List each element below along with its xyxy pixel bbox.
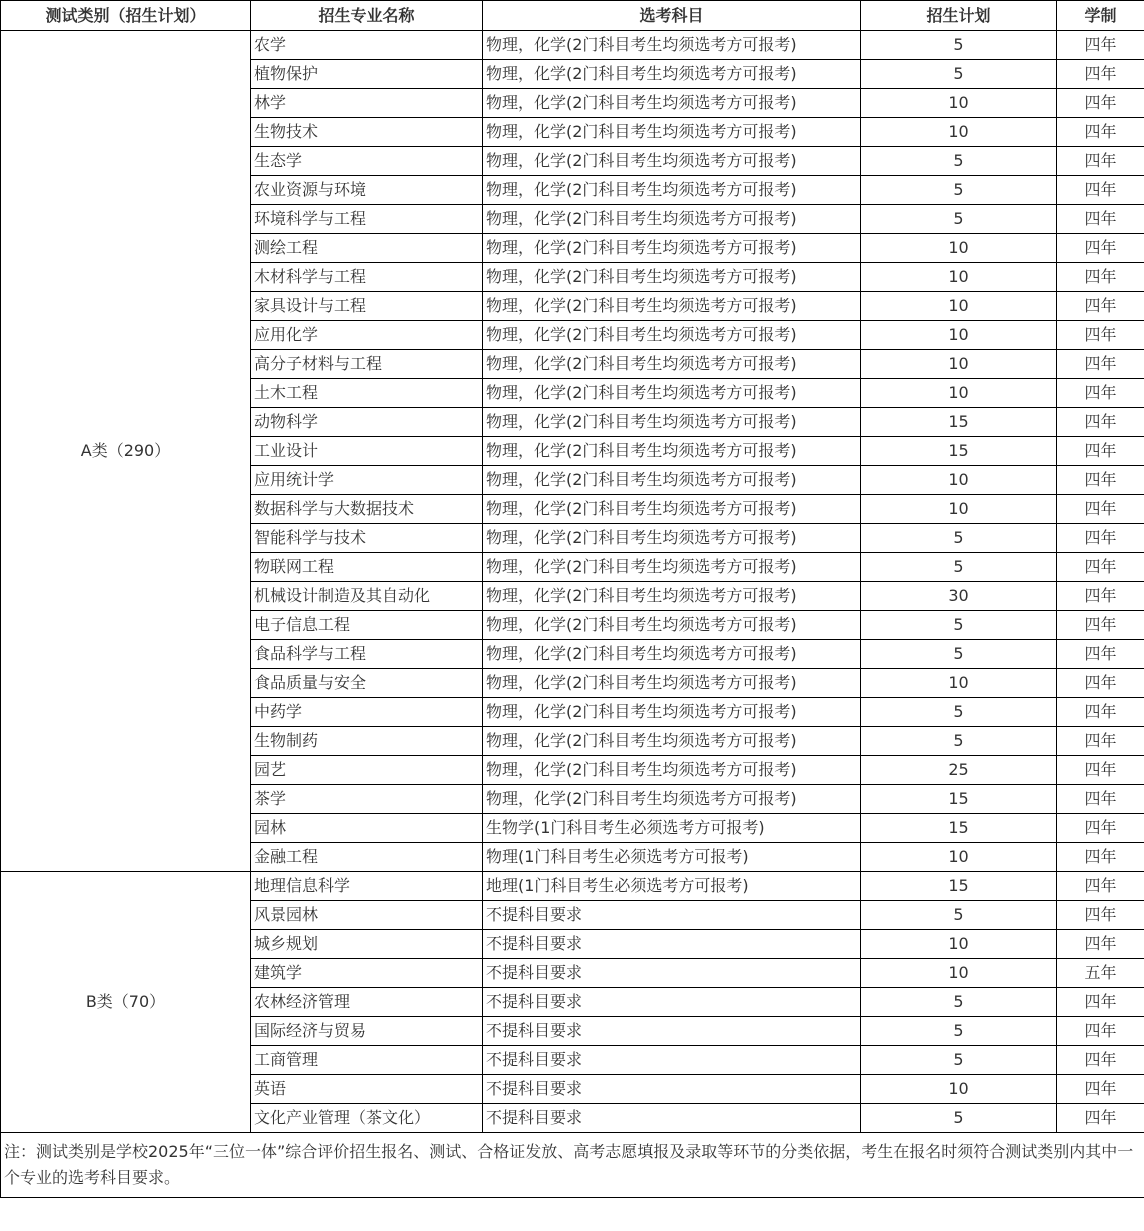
plan-cell: 5	[861, 524, 1057, 553]
duration-cell: 四年	[1057, 147, 1144, 176]
subjects-cell: 物理，化学(2门科目考生均须选考方可报考)	[483, 350, 861, 379]
major-cell: 电子信息工程	[251, 611, 483, 640]
subjects-cell: 物理，化学(2门科目考生均须选考方可报考)	[483, 292, 861, 321]
duration-cell: 四年	[1057, 988, 1144, 1017]
major-cell: 家具设计与工程	[251, 292, 483, 321]
major-cell: 物联网工程	[251, 553, 483, 582]
plan-cell: 5	[861, 640, 1057, 669]
major-cell: 土木工程	[251, 379, 483, 408]
plan-cell: 15	[861, 408, 1057, 437]
plan-cell: 5	[861, 901, 1057, 930]
major-cell: 生态学	[251, 147, 483, 176]
subjects-cell: 物理，化学(2门科目考生均须选考方可报考)	[483, 31, 861, 60]
plan-cell: 5	[861, 698, 1057, 727]
duration-cell: 四年	[1057, 640, 1144, 669]
plan-cell: 5	[861, 1046, 1057, 1075]
subjects-cell: 物理，化学(2门科目考生均须选考方可报考)	[483, 234, 861, 263]
plan-cell: 5	[861, 176, 1057, 205]
major-cell: 工业设计	[251, 437, 483, 466]
subjects-cell: 地理(1门科目考生必须选考方可报考)	[483, 872, 861, 901]
subjects-cell: 不提科目要求	[483, 930, 861, 959]
header-duration: 学制	[1057, 1, 1144, 31]
header-category: 测试类别（招生计划）	[1, 1, 251, 31]
major-cell: 英语	[251, 1075, 483, 1104]
plan-cell: 10	[861, 495, 1057, 524]
major-cell: 数据科学与大数据技术	[251, 495, 483, 524]
subjects-cell: 物理，化学(2门科目考生均须选考方可报考)	[483, 437, 861, 466]
plan-cell: 10	[861, 843, 1057, 872]
plan-cell: 10	[861, 669, 1057, 698]
subjects-cell: 物理，化学(2门科目考生均须选考方可报考)	[483, 147, 861, 176]
duration-cell: 四年	[1057, 553, 1144, 582]
subjects-cell: 不提科目要求	[483, 1104, 861, 1133]
major-cell: 园林	[251, 814, 483, 843]
subjects-cell: 物理，化学(2门科目考生均须选考方可报考)	[483, 495, 861, 524]
subjects-cell: 物理，化学(2门科目考生均须选考方可报考)	[483, 466, 861, 495]
major-cell: 金融工程	[251, 843, 483, 872]
plan-cell: 15	[861, 437, 1057, 466]
duration-cell: 四年	[1057, 495, 1144, 524]
plan-cell: 10	[861, 321, 1057, 350]
table-row	[1, 872, 1144, 901]
subjects-cell: 物理(1门科目考生必须选考方可报考)	[483, 843, 861, 872]
note-row	[1, 1133, 1144, 1198]
plan-cell: 10	[861, 292, 1057, 321]
subjects-cell: 物理，化学(2门科目考生均须选考方可报考)	[483, 524, 861, 553]
subjects-cell: 生物学(1门科目考生必须选考方可报考)	[483, 814, 861, 843]
subjects-cell: 物理，化学(2门科目考生均须选考方可报考)	[483, 640, 861, 669]
duration-cell: 四年	[1057, 205, 1144, 234]
major-cell: 风景园林	[251, 901, 483, 930]
major-cell: 地理信息科学	[251, 872, 483, 901]
table-row	[1, 31, 1144, 60]
major-cell: 建筑学	[251, 959, 483, 988]
subjects-cell: 物理，化学(2门科目考生均须选考方可报考)	[483, 408, 861, 437]
plan-cell: 5	[861, 553, 1057, 582]
plan-cell: 10	[861, 1075, 1057, 1104]
duration-cell: 四年	[1057, 698, 1144, 727]
plan-cell: 5	[861, 1104, 1057, 1133]
subjects-cell: 不提科目要求	[483, 1046, 861, 1075]
major-cell: 动物科学	[251, 408, 483, 437]
plan-cell: 10	[861, 930, 1057, 959]
major-cell: 农林经济管理	[251, 988, 483, 1017]
duration-cell: 四年	[1057, 60, 1144, 89]
subjects-cell: 物理，化学(2门科目考生均须选考方可报考)	[483, 379, 861, 408]
footnote: 注：测试类别是学校2025年“三位一体”综合评价招生报名、测试、合格证发放、高考志愿填报及录取等环节的分类依据，考生在报名时须符合测试类别内其中一个专业的选考科目要求。	[1, 1133, 1144, 1198]
subjects-cell: 物理，化学(2门科目考生均须选考方可报考)	[483, 89, 861, 118]
plan-cell: 5	[861, 1017, 1057, 1046]
plan-cell: 10	[861, 350, 1057, 379]
major-cell: 应用化学	[251, 321, 483, 350]
plan-cell: 10	[861, 234, 1057, 263]
plan-cell: 5	[861, 60, 1057, 89]
major-cell: 食品科学与工程	[251, 640, 483, 669]
major-cell: 中药学	[251, 698, 483, 727]
category-cell: A类（290）	[1, 31, 251, 872]
duration-cell: 四年	[1057, 350, 1144, 379]
duration-cell: 四年	[1057, 1046, 1144, 1075]
plan-cell: 10	[861, 959, 1057, 988]
duration-cell: 四年	[1057, 1104, 1144, 1133]
plan-cell: 5	[861, 31, 1057, 60]
header-major: 招生专业名称	[251, 1, 483, 31]
major-cell: 智能科学与技术	[251, 524, 483, 553]
subjects-cell: 不提科目要求	[483, 1017, 861, 1046]
plan-cell: 25	[861, 756, 1057, 785]
duration-cell: 四年	[1057, 930, 1144, 959]
major-cell: 农业资源与环境	[251, 176, 483, 205]
duration-cell: 四年	[1057, 1075, 1144, 1104]
duration-cell: 四年	[1057, 466, 1144, 495]
duration-cell: 四年	[1057, 89, 1144, 118]
subjects-cell: 物理，化学(2门科目考生均须选考方可报考)	[483, 727, 861, 756]
duration-cell: 四年	[1057, 901, 1144, 930]
subjects-cell: 物理，化学(2门科目考生均须选考方可报考)	[483, 553, 861, 582]
duration-cell: 五年	[1057, 959, 1144, 988]
duration-cell: 四年	[1057, 843, 1144, 872]
major-cell: 文化产业管理（茶文化）	[251, 1104, 483, 1133]
plan-cell: 15	[861, 785, 1057, 814]
major-cell: 生物技术	[251, 118, 483, 147]
duration-cell: 四年	[1057, 31, 1144, 60]
subjects-cell: 物理，化学(2门科目考生均须选考方可报考)	[483, 263, 861, 292]
duration-cell: 四年	[1057, 524, 1144, 553]
subjects-cell: 物理，化学(2门科目考生均须选考方可报考)	[483, 176, 861, 205]
duration-cell: 四年	[1057, 582, 1144, 611]
duration-cell: 四年	[1057, 611, 1144, 640]
major-cell: 机械设计制造及其自动化	[251, 582, 483, 611]
duration-cell: 四年	[1057, 756, 1144, 785]
plan-cell: 5	[861, 205, 1057, 234]
subjects-cell: 物理，化学(2门科目考生均须选考方可报考)	[483, 205, 861, 234]
header-subjects: 选考科目	[483, 1, 861, 31]
plan-cell: 5	[861, 147, 1057, 176]
duration-cell: 四年	[1057, 321, 1144, 350]
duration-cell: 四年	[1057, 872, 1144, 901]
major-cell: 高分子材料与工程	[251, 350, 483, 379]
duration-cell: 四年	[1057, 437, 1144, 466]
duration-cell: 四年	[1057, 292, 1144, 321]
major-cell: 测绘工程	[251, 234, 483, 263]
subjects-cell: 物理，化学(2门科目考生均须选考方可报考)	[483, 60, 861, 89]
plan-cell: 30	[861, 582, 1057, 611]
header-row	[1, 1, 1144, 31]
subjects-cell: 物理，化学(2门科目考生均须选考方可报考)	[483, 582, 861, 611]
subjects-cell: 物理，化学(2门科目考生均须选考方可报考)	[483, 611, 861, 640]
duration-cell: 四年	[1057, 814, 1144, 843]
major-cell: 木材科学与工程	[251, 263, 483, 292]
major-cell: 食品质量与安全	[251, 669, 483, 698]
category-cell: B类（70）	[1, 872, 251, 1133]
plan-cell: 5	[861, 988, 1057, 1017]
major-cell: 农学	[251, 31, 483, 60]
major-cell: 城乡规划	[251, 930, 483, 959]
subjects-cell: 不提科目要求	[483, 901, 861, 930]
major-cell: 环境科学与工程	[251, 205, 483, 234]
major-cell: 国际经济与贸易	[251, 1017, 483, 1046]
duration-cell: 四年	[1057, 118, 1144, 147]
plan-cell: 10	[861, 263, 1057, 292]
major-cell: 园艺	[251, 756, 483, 785]
subjects-cell: 物理，化学(2门科目考生均须选考方可报考)	[483, 785, 861, 814]
plan-cell: 5	[861, 727, 1057, 756]
subjects-cell: 不提科目要求	[483, 959, 861, 988]
subjects-cell: 物理，化学(2门科目考生均须选考方可报考)	[483, 756, 861, 785]
plan-cell: 10	[861, 379, 1057, 408]
subjects-cell: 物理，化学(2门科目考生均须选考方可报考)	[483, 118, 861, 147]
duration-cell: 四年	[1057, 408, 1144, 437]
plan-cell: 10	[861, 466, 1057, 495]
major-cell: 应用统计学	[251, 466, 483, 495]
duration-cell: 四年	[1057, 669, 1144, 698]
duration-cell: 四年	[1057, 379, 1144, 408]
duration-cell: 四年	[1057, 176, 1144, 205]
major-cell: 林学	[251, 89, 483, 118]
plan-cell: 15	[861, 872, 1057, 901]
duration-cell: 四年	[1057, 263, 1144, 292]
major-cell: 茶学	[251, 785, 483, 814]
major-cell: 工商管理	[251, 1046, 483, 1075]
plan-cell: 5	[861, 611, 1057, 640]
duration-cell: 四年	[1057, 727, 1144, 756]
header-plan: 招生计划	[861, 1, 1057, 31]
plan-cell: 15	[861, 814, 1057, 843]
major-cell: 植物保护	[251, 60, 483, 89]
plan-cell: 10	[861, 118, 1057, 147]
duration-cell: 四年	[1057, 234, 1144, 263]
subjects-cell: 物理，化学(2门科目考生均须选考方可报考)	[483, 321, 861, 350]
duration-cell: 四年	[1057, 1017, 1144, 1046]
duration-cell: 四年	[1057, 785, 1144, 814]
plan-cell: 10	[861, 89, 1057, 118]
major-cell: 生物制药	[251, 727, 483, 756]
subjects-cell: 不提科目要求	[483, 988, 861, 1017]
subjects-cell: 物理，化学(2门科目考生均须选考方可报考)	[483, 698, 861, 727]
subjects-cell: 不提科目要求	[483, 1075, 861, 1104]
subjects-cell: 物理，化学(2门科目考生均须选考方可报考)	[483, 669, 861, 698]
